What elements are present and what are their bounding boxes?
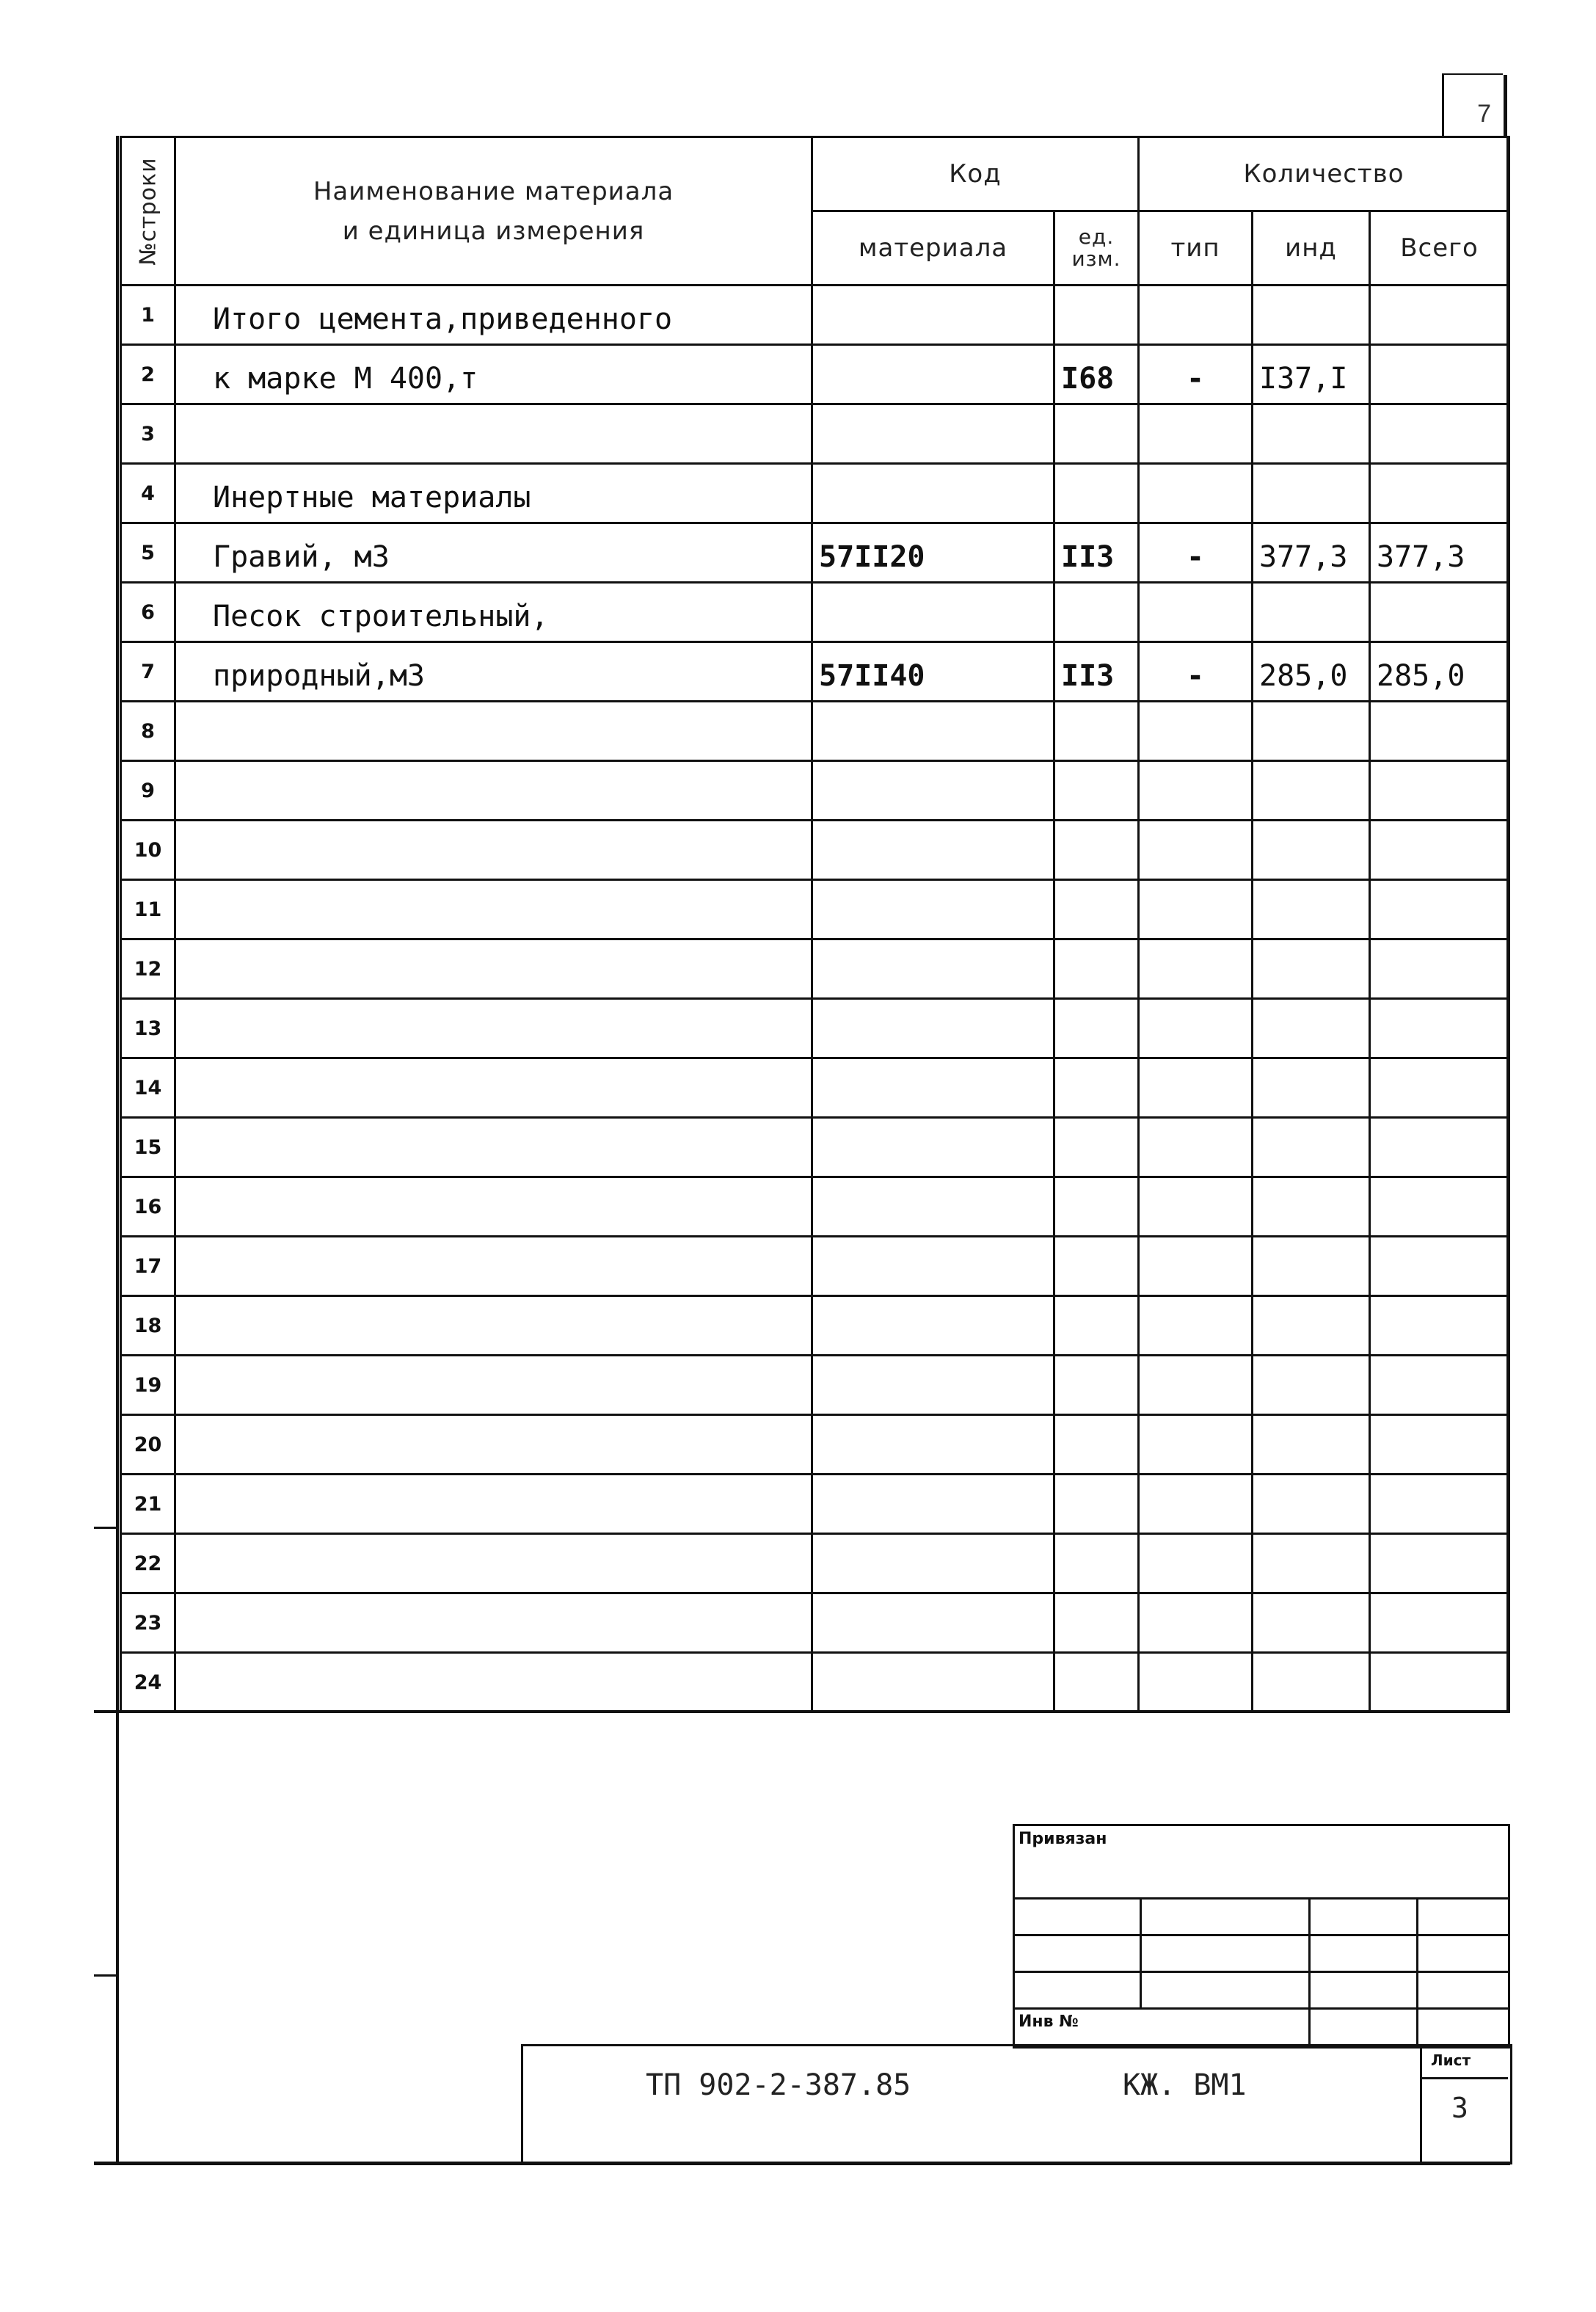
table-row [121, 1475, 1509, 1534]
material-code-cell [812, 1475, 1054, 1534]
right-frame-line [1506, 136, 1510, 1710]
material-name-cell [175, 1415, 812, 1475]
material-name-cell [175, 999, 812, 1058]
page-corner-number: 7 [1477, 100, 1491, 128]
material-code-cell: 57II20 [812, 523, 1054, 583]
material-name-cell: природный,м3 [175, 642, 812, 702]
row-number-cell: 18 [121, 1296, 175, 1356]
qty-total-cell [1370, 1653, 1509, 1712]
qty-type-cell [1139, 1237, 1253, 1296]
material-name-cell: Итого цемента,приведенного [175, 286, 812, 345]
material-code-cell [812, 1118, 1054, 1177]
row-number-cell: 11 [121, 880, 175, 939]
material-code-cell [812, 1296, 1054, 1356]
row-number-cell: 6 [121, 583, 175, 642]
qty-total-cell [1370, 821, 1509, 880]
document-code: ТП 902-2-387.85 [646, 2068, 911, 2102]
material-name-cell [175, 1237, 812, 1296]
document-mark: КЖ. ВМ1 [1123, 2068, 1247, 2102]
qty-total-header: Всего [1370, 211, 1509, 286]
unit-code-cell [1054, 999, 1139, 1058]
material-name-cell [175, 1534, 812, 1593]
table-row [121, 404, 1509, 464]
table-row [121, 999, 1509, 1058]
binding-line-2 [1013, 1934, 1508, 1936]
row-number-cell: 14 [121, 1058, 175, 1118]
table-row [121, 761, 1509, 821]
qty-type-cell [1139, 939, 1253, 999]
qty-total-cell [1370, 1237, 1509, 1296]
unit-code-cell [1054, 1593, 1139, 1653]
binding-vline-2 [1308, 1897, 1311, 2044]
row-number-cell: 21 [121, 1475, 175, 1534]
unit-code-cell [1054, 880, 1139, 939]
material-name-cell [175, 1475, 812, 1534]
qty-total-cell [1370, 286, 1509, 345]
qty-ind-cell [1253, 286, 1370, 345]
row-number-cell: 10 [121, 821, 175, 880]
page-corner-number-box [1442, 73, 1503, 137]
material-name-header-line2: и единица измерения [342, 216, 645, 246]
material-code-cell [812, 583, 1054, 642]
row-number-cell: 9 [121, 761, 175, 821]
code-material-header: материала [812, 211, 1054, 286]
sheet-number: 3 [1451, 2092, 1468, 2124]
material-code-cell [812, 880, 1054, 939]
qty-total-cell [1370, 999, 1509, 1058]
qty-type-cell [1139, 1593, 1253, 1653]
material-name-cell [175, 1356, 812, 1415]
unit-code-cell [1054, 583, 1139, 642]
table-row [121, 1118, 1509, 1177]
qty-ind-cell [1253, 1177, 1370, 1237]
qty-ind-cell: 285,0 [1253, 642, 1370, 702]
material-name-cell: Гравий, м3 [175, 523, 812, 583]
unit-code-cell [1054, 761, 1139, 821]
material-name-cell [175, 1118, 812, 1177]
qty-total-cell [1370, 880, 1509, 939]
material-name-cell [175, 939, 812, 999]
unit-code-cell [1054, 1356, 1139, 1415]
qty-ind-header: инд [1253, 211, 1370, 286]
qty-total-cell [1370, 1177, 1509, 1237]
binding-line-4 [1013, 2007, 1508, 2010]
material-name-header-line1: Наименование материала [313, 176, 674, 206]
unit-code-cell [1054, 1534, 1139, 1593]
qty-total-cell [1370, 939, 1509, 999]
material-code-cell [812, 939, 1054, 999]
row-number-cell: 5 [121, 523, 175, 583]
qty-ind-cell: 377,3 [1253, 523, 1370, 583]
quantity-group-header: Количество [1139, 137, 1509, 211]
qty-ind-cell [1253, 583, 1370, 642]
row-number-cell: 23 [121, 1593, 175, 1653]
binding-vline-3 [1416, 1897, 1418, 2044]
material-code-cell [812, 1058, 1054, 1118]
qty-type-cell [1139, 702, 1253, 761]
qty-type-cell [1139, 880, 1253, 939]
qty-type-cell [1139, 1356, 1253, 1415]
qty-type-cell [1139, 821, 1253, 880]
qty-type-cell [1139, 1653, 1253, 1712]
row-number-cell: 12 [121, 939, 175, 999]
qty-total-cell [1370, 1415, 1509, 1475]
table-row [121, 1534, 1509, 1593]
qty-ind-cell [1253, 999, 1370, 1058]
table-row [121, 1237, 1509, 1296]
row-number-cell: 7 [121, 642, 175, 702]
qty-total-cell [1370, 345, 1509, 404]
inv-label: Инв № [1019, 2013, 1079, 2031]
qty-type-cell [1139, 1058, 1253, 1118]
row-number-cell: 24 [121, 1653, 175, 1712]
table-bottom-line [94, 1710, 1510, 1713]
page-corner-edge [1504, 75, 1507, 137]
table-row [121, 1058, 1509, 1118]
table-row [121, 1593, 1509, 1653]
material-name-cell [175, 1058, 812, 1118]
row-number-cell: 2 [121, 345, 175, 404]
unit-code-cell [1054, 1415, 1139, 1475]
table-row [121, 939, 1509, 999]
qty-type-cell [1139, 1534, 1253, 1593]
row-number-cell: 4 [121, 464, 175, 523]
unit-code-cell [1054, 1296, 1139, 1356]
row-number-cell: 19 [121, 1356, 175, 1415]
binding-line-1 [1013, 1897, 1508, 1900]
material-code-cell [812, 1356, 1054, 1415]
qty-total-cell [1370, 1058, 1509, 1118]
material-name-header [175, 137, 812, 286]
qty-ind-cell [1253, 1593, 1370, 1653]
qty-type-cell [1139, 1296, 1253, 1356]
unit-code-cell [1054, 1237, 1139, 1296]
table-row [121, 345, 1509, 404]
row-number-cell: 3 [121, 404, 175, 464]
row-number-header: №строки [121, 137, 175, 286]
material-code-cell [812, 464, 1054, 523]
material-code-cell [812, 1237, 1054, 1296]
material-code-cell [812, 821, 1054, 880]
material-code-cell [812, 999, 1054, 1058]
qty-total-cell: 285,0 [1370, 642, 1509, 702]
material-code-cell [812, 1177, 1054, 1237]
table-row [121, 880, 1509, 939]
qty-total-cell [1370, 761, 1509, 821]
qty-total-cell: 377,3 [1370, 523, 1509, 583]
qty-ind-cell [1253, 1653, 1370, 1712]
code-unit-header: ед. изм. [1054, 211, 1139, 286]
table-row [121, 1296, 1509, 1356]
qty-ind-cell [1253, 761, 1370, 821]
qty-ind-cell [1253, 1237, 1370, 1296]
sheet-vline [1420, 2044, 1422, 2162]
material-name-cell [175, 1593, 812, 1653]
code-group-header: Код [812, 137, 1139, 211]
material-code-cell [812, 1593, 1054, 1653]
material-code-cell [812, 286, 1054, 345]
qty-ind-cell [1253, 880, 1370, 939]
binding-label: Привязан [1019, 1830, 1107, 1848]
unit-code-cell [1054, 939, 1139, 999]
material-name-cell [175, 702, 812, 761]
qty-type-cell [1139, 464, 1253, 523]
row-number-cell: 20 [121, 1415, 175, 1475]
unit-code-cell: I68 [1054, 345, 1139, 404]
qty-total-cell [1370, 404, 1509, 464]
qty-ind-cell [1253, 464, 1370, 523]
qty-type-cell [1139, 761, 1253, 821]
row-number-cell: 22 [121, 1534, 175, 1593]
qty-total-cell [1370, 1534, 1509, 1593]
row-number-cell: 8 [121, 702, 175, 761]
binding-line-3 [1013, 1971, 1508, 1973]
unit-code-cell [1054, 1118, 1139, 1177]
qty-total-cell [1370, 1356, 1509, 1415]
material-code-cell: 57II40 [812, 642, 1054, 702]
row-number-cell: 15 [121, 1118, 175, 1177]
material-code-cell [812, 1534, 1054, 1593]
qty-ind-cell [1253, 939, 1370, 999]
unit-code-cell: II3 [1054, 523, 1139, 583]
left-frame-line [116, 136, 119, 2162]
qty-ind-cell [1253, 821, 1370, 880]
table-row [121, 821, 1509, 880]
qty-total-cell [1370, 464, 1509, 523]
binding-vline-1 [1140, 1897, 1142, 2007]
unit-code-cell [1054, 1177, 1139, 1237]
material-name-cell [175, 880, 812, 939]
left-tick-1 [94, 1527, 117, 1529]
row-number-cell: 13 [121, 999, 175, 1058]
qty-ind-cell [1253, 1475, 1370, 1534]
qty-type-header: тип [1139, 211, 1253, 286]
left-tick-2 [94, 1974, 117, 1977]
materials-table [120, 136, 1510, 1713]
unit-code-cell: II3 [1054, 642, 1139, 702]
material-name-cell: Песок строительный, [175, 583, 812, 642]
qty-ind-cell [1253, 1296, 1370, 1356]
material-name-cell: к марке М 400,т [175, 345, 812, 404]
table-row [121, 286, 1509, 345]
row-number-cell: 1 [121, 286, 175, 345]
table-row [121, 1653, 1509, 1712]
qty-type-cell [1139, 1415, 1253, 1475]
unit-code-cell [1054, 464, 1139, 523]
qty-ind-cell [1253, 404, 1370, 464]
qty-type-cell [1139, 583, 1253, 642]
sheet-label: Лист [1431, 2051, 1471, 2069]
qty-ind-cell: I37,I [1253, 345, 1370, 404]
document-stamp [521, 2044, 1512, 2164]
table-row [121, 583, 1509, 642]
qty-type-cell [1139, 1118, 1253, 1177]
table-row [121, 464, 1509, 523]
material-code-cell [812, 702, 1054, 761]
material-name-cell [175, 1296, 812, 1356]
qty-type-cell [1139, 404, 1253, 464]
material-code-cell [812, 1415, 1054, 1475]
qty-type-cell [1139, 1475, 1253, 1534]
row-number-cell: 16 [121, 1177, 175, 1237]
material-code-cell [812, 345, 1054, 404]
unit-code-cell [1054, 404, 1139, 464]
qty-type-cell: - [1139, 523, 1253, 583]
unit-code-cell [1054, 821, 1139, 880]
qty-ind-cell [1253, 1415, 1370, 1475]
qty-type-cell: - [1139, 642, 1253, 702]
material-name-cell: Инертные материалы [175, 464, 812, 523]
binding-block [1013, 1824, 1510, 2049]
qty-total-cell [1370, 702, 1509, 761]
row-number-cell: 17 [121, 1237, 175, 1296]
table-row [121, 642, 1509, 702]
qty-type-cell [1139, 286, 1253, 345]
qty-type-cell [1139, 999, 1253, 1058]
material-name-cell [175, 1177, 812, 1237]
qty-ind-cell [1253, 1356, 1370, 1415]
qty-total-cell [1370, 583, 1509, 642]
table-row [121, 1356, 1509, 1415]
unit-code-cell [1054, 1058, 1139, 1118]
material-code-cell [812, 404, 1054, 464]
sheet-hline [1420, 2077, 1508, 2079]
material-name-cell [175, 761, 812, 821]
qty-type-cell: - [1139, 345, 1253, 404]
material-name-cell [175, 821, 812, 880]
unit-code-cell [1054, 1653, 1139, 1712]
unit-code-cell [1054, 702, 1139, 761]
table-row [121, 702, 1509, 761]
table-row [121, 523, 1509, 583]
qty-ind-cell [1253, 1534, 1370, 1593]
table-row [121, 1415, 1509, 1475]
material-code-cell [812, 761, 1054, 821]
qty-total-cell [1370, 1118, 1509, 1177]
qty-ind-cell [1253, 1118, 1370, 1177]
qty-total-cell [1370, 1593, 1509, 1653]
material-name-cell [175, 404, 812, 464]
material-code-cell [812, 1653, 1054, 1712]
qty-type-cell [1139, 1177, 1253, 1237]
qty-total-cell [1370, 1296, 1509, 1356]
qty-total-cell [1370, 1475, 1509, 1534]
qty-ind-cell [1253, 702, 1370, 761]
qty-ind-cell [1253, 1058, 1370, 1118]
material-name-cell [175, 1653, 812, 1712]
table-row [121, 1177, 1509, 1237]
unit-code-cell [1054, 1475, 1139, 1534]
unit-code-cell [1054, 286, 1139, 345]
